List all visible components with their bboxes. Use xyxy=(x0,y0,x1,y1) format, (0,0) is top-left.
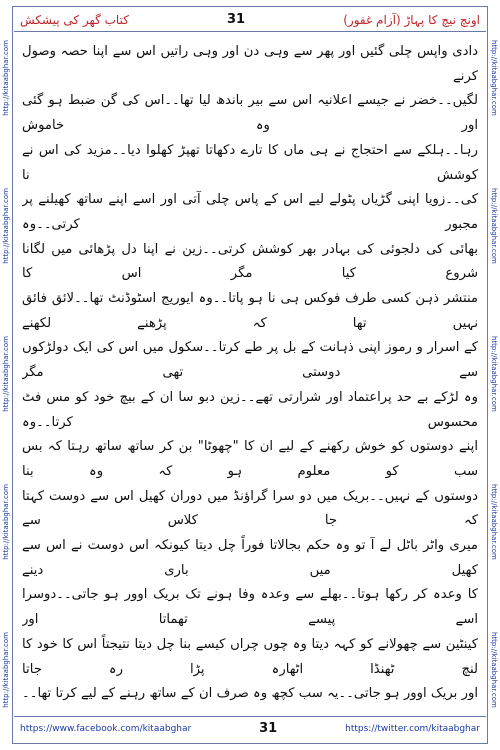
text-line: اور بریک اوور ہو جاتی۔۔یہ سب کچھ وہ صرف ان کے ساتھ رہنے کے لیے کرتا تھا۔۔ xyxy=(22,686,478,702)
header-right-title: اونچ نیچ کا پہاڑ (آزام غفور) xyxy=(343,12,480,27)
header-left-title: کتاب گھر کی پیشکش xyxy=(20,12,129,27)
text-line: اپنے دوستوں کو خوش رکھنے کے لیے ان کا "چھوٹا" بن کر ساتھ ساتھ رہتا کہ بس سب کو معلوم ہو کہ وہ بنا xyxy=(22,439,478,479)
text-line: منتشر ذہن کسی طرف فوکس ہی نا ہو پاتا۔۔وہ ایوریج اسٹوڈنٹ تھا۔۔لائق فائق نہیں تھا کہ پڑھنے لکھنے xyxy=(22,291,478,331)
footer-page-number: 31 xyxy=(259,721,278,736)
side-watermark: http://kitaabghar.com xyxy=(2,40,10,116)
text-line: لگیں۔۔خضر نے جیسے اعلانیہ اس سے بیر باندھ لیا تھا۔۔اس کی گن ضبط ہو گئی اور وہ خاموش xyxy=(22,93,478,134)
twitter-link[interactable]: https://twitter.com/kitaabghar xyxy=(345,723,480,734)
text-line: دادی واپس چلی گئیں اور پھر سے وہی دن اور وہی راتیں اس سے اپنا حصہ وصول کرنے xyxy=(22,44,478,84)
left-watermark-column xyxy=(0,40,12,708)
text-line: میری واٹر باٹل لے آ تو وہ حکم بجالاتا فوراً چل دیتا کیونکہ اس دوست نے اس سے کھیل میں باری دینے xyxy=(22,538,478,578)
text-line: بھائی کی دلجوئی کی بہادر بھر کوشش کرتی۔۔زین نے اپنا دل پڑھائی میں لگانا شروع کیا مگر اس کا xyxy=(22,241,478,282)
side-watermark: http://kitaabghar.com xyxy=(2,484,10,560)
text-line: رہا۔۔ہلکے سے احتجاج نے ہی ماں کا تارے دکھاتا تھپڑ کھلوا دیا۔۔مزید کی اس نے کوشش نا xyxy=(22,142,478,183)
page-header xyxy=(14,8,486,32)
text-line: کا وعدہ کر رکھا ہوتا۔۔بھلے سے وعدہ وفا ہونے تک بریک اوور ہو جاتی۔۔دوسرا اسے پیسے تھماتا اور xyxy=(22,587,478,628)
page-footer xyxy=(14,716,486,740)
text-line: کے اسرار و رموز اپنی ذہانت کے بل پر طے کرتا۔۔سکول میں اس کی ایک دولڑکوں سے دوستی تھی مگر xyxy=(22,340,478,381)
side-watermark: http://kitaabghar.com xyxy=(2,336,10,412)
side-watermark: http://kitaabghar.com xyxy=(490,484,498,560)
side-watermark: http://kitaabghar.com xyxy=(490,336,498,412)
side-watermark: http://kitaabghar.com xyxy=(2,188,10,264)
text-line: وہ لڑکے بے حد پراعتماد اور شرارتی تھے۔۔زین دبو سا ان کے بیچ خود کو مس فٹ محسوس کرتا۔۔وہ xyxy=(22,389,478,430)
side-watermark: http://kitaabghar.com xyxy=(490,632,498,708)
facebook-link[interactable]: https://www.facebook.com/kitaabghar xyxy=(20,723,192,734)
text-line: کینٹین سے چھولانے کو کہہ دیتا وہ چوں چراں کیسے بنا چل دیتا نتیجتاً اس کا خود کا لنچ ٹھنڈا اٹھارہ پڑا رہ جاتا xyxy=(22,636,478,677)
story-text xyxy=(22,40,478,710)
side-watermark: http://kitaabghar.com xyxy=(2,632,10,708)
text-line: کی۔۔زویا اپنی گڑیاں پٹولے لیے اس کے پاس چلی آتی اور اسے اپنے ساتھ کھیلنے پر مجبور کرتی۔۔وہ xyxy=(22,192,478,232)
side-watermark: http://kitaabghar.com xyxy=(490,40,498,116)
right-watermark-column xyxy=(488,40,500,708)
header-page-number: 31 xyxy=(227,12,246,27)
side-watermark: http://kitaabghar.com xyxy=(490,188,498,264)
text-line: دوستوں کے نہیں۔۔بریک میں دو سرا گراؤنڈ میں دوران کھیل اس سے دوست کہتا کہ جا کلاس سے xyxy=(22,488,478,529)
